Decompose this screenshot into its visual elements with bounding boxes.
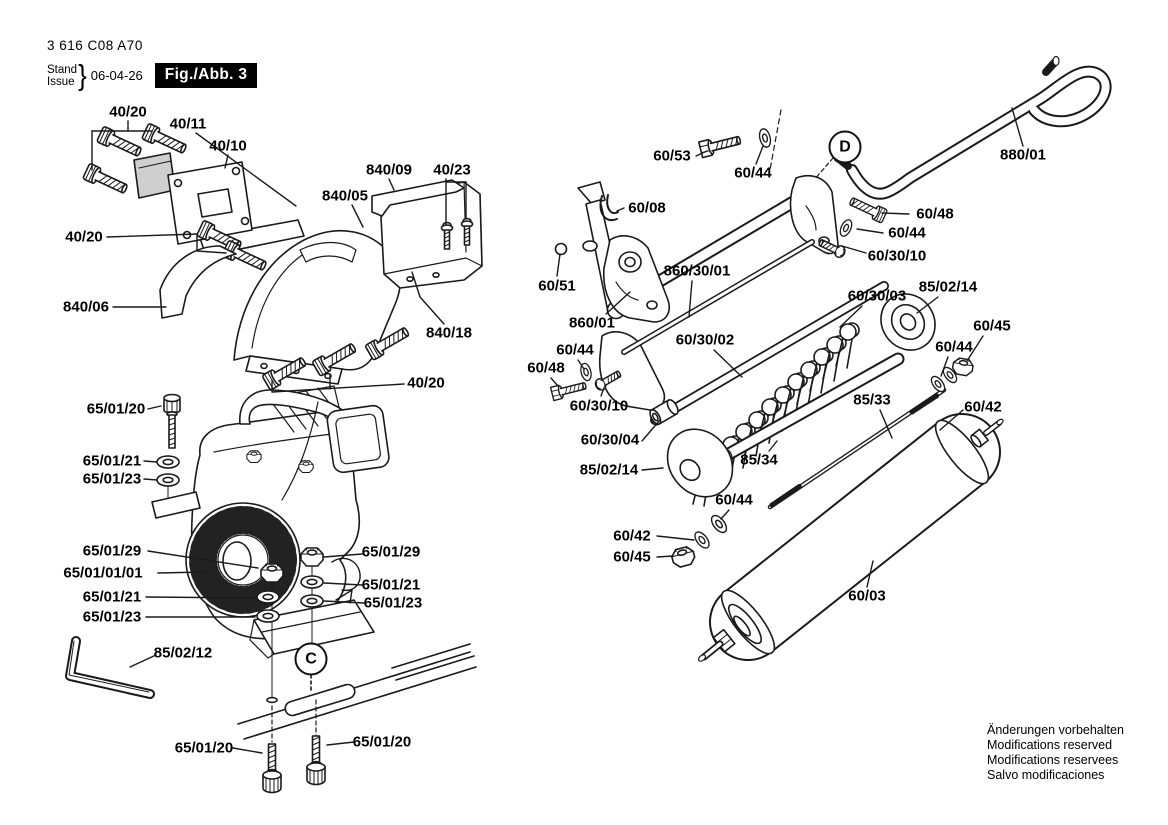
callout-d: D <box>829 131 862 164</box>
part-label-65-01-23: 65/01/23 <box>363 594 423 612</box>
leader-line <box>389 179 394 190</box>
leader-line <box>657 536 694 540</box>
leader-line <box>721 510 729 519</box>
part-label-40-11: 40/11 <box>169 115 207 133</box>
part-label-85-33: 85/33 <box>853 391 891 409</box>
part-label-60-30-10: 60/30/10 <box>569 397 629 415</box>
part-label-60-08: 60/08 <box>628 199 666 217</box>
screw-65-01-20-top <box>164 395 180 449</box>
part-label-65-01-20: 65/01/20 <box>174 739 234 757</box>
part-label-60-51: 60/51 <box>538 277 576 295</box>
washer-65-01-23 <box>301 595 323 607</box>
nut-65-01-29 <box>261 564 283 582</box>
part-label-60-30-03: 60/30/03 <box>847 287 907 305</box>
part-label-860-01: 860/01 <box>569 314 615 332</box>
part-label-65-01-20: 65/01/20 <box>86 400 146 418</box>
part-label-40-23: 40/23 <box>433 161 471 179</box>
leader-line <box>130 655 156 667</box>
part-label-65-01-23: 65/01/23 <box>82 608 142 626</box>
washer-65-01-21 <box>257 591 279 603</box>
part-label-65-01-01-01: 65/01/01/01 <box>63 564 143 582</box>
figure-badge: Fig./Abb. 3 <box>155 63 258 88</box>
note-en: Modifications reserved <box>987 738 1113 752</box>
part-label-840-09: 840/09 <box>366 161 412 179</box>
washer-65-01-21 <box>301 576 323 588</box>
part-label-60-03: 60/03 <box>848 587 886 605</box>
air-filter-box <box>326 404 390 473</box>
leader-line <box>352 205 363 227</box>
part-label-60-44: 60/44 <box>734 164 772 182</box>
part-label-60-48: 60/48 <box>916 205 954 223</box>
modification-notes <box>987 723 1124 783</box>
part-label-40-20: 40/20 <box>65 228 103 246</box>
part-label-65-01-23: 65/01/23 <box>82 470 142 488</box>
part-label-880-01: 880/01 <box>1000 146 1046 164</box>
bolt-60-53 <box>699 132 742 157</box>
part-label-40-10: 40/10 <box>209 137 247 155</box>
washer-65-01-23 <box>257 610 279 622</box>
leader-line <box>146 597 255 598</box>
leader-line <box>158 572 205 573</box>
part-label-85-34: 85/34 <box>740 451 778 469</box>
part-label-60-45: 60/45 <box>973 317 1011 335</box>
leader-line <box>327 742 354 745</box>
nut-65-01-29 <box>301 548 323 566</box>
washer-65-01-21 <box>157 456 179 468</box>
part-label-840-18: 840/18 <box>426 324 472 342</box>
leader-line <box>642 420 660 441</box>
part-label-60-42: 60/42 <box>964 398 1002 416</box>
leader-line <box>857 229 883 233</box>
part-label-60-48: 60/48 <box>527 359 565 377</box>
brace-glyph: } <box>78 58 87 92</box>
part-label-40-20: 40/20 <box>109 103 147 121</box>
part-label-860-30-01: 860/30/01 <box>663 262 731 280</box>
leader-line <box>882 213 909 214</box>
part-label-85-02-14: 85/02/14 <box>579 461 639 479</box>
chassis-rail <box>238 644 476 742</box>
washer-60-42 <box>692 529 712 550</box>
leader-line <box>144 461 157 462</box>
washer-60-44 <box>709 513 730 535</box>
note-de: Änderungen vorbehalten <box>987 723 1124 737</box>
cap-60-51 <box>556 244 567 255</box>
part-label-60-30-10: 60/30/10 <box>867 247 927 265</box>
leader-line <box>642 468 663 470</box>
part-label-85-02-12: 85/02/12 <box>153 644 213 662</box>
nut-60-45 <box>670 545 696 568</box>
part-label-60-30-02: 60/30/02 <box>675 331 735 349</box>
hex-key-85-02-12 <box>69 641 150 694</box>
stand-label: Stand <box>47 63 78 76</box>
part-label-60-44: 60/44 <box>888 224 926 242</box>
part-label-840-05: 840/05 <box>322 187 368 205</box>
part-label-65-01-21: 65/01/21 <box>82 452 142 470</box>
leader-line <box>233 748 262 753</box>
washer-60-44 <box>838 218 854 238</box>
callout-c: C <box>295 643 328 676</box>
part-label-60-44: 60/44 <box>715 491 753 509</box>
part-label-85-02-14: 85/02/14 <box>918 278 978 296</box>
bolt-40-20 <box>83 163 130 197</box>
part-label-60-45: 60/45 <box>613 548 651 566</box>
leader-line <box>551 378 558 386</box>
part-label-65-01-21: 65/01/21 <box>361 576 421 594</box>
leader-line <box>148 406 161 409</box>
leader-line <box>557 254 560 276</box>
handlebar-880-01 <box>834 57 1106 194</box>
part-label-40-20: 40/20 <box>407 374 445 392</box>
bolt-65-01-20 <box>307 736 325 785</box>
washer-65-01-23 <box>157 474 179 486</box>
part-label-60-30-04: 60/30/04 <box>580 431 640 449</box>
drawing-header <box>47 38 257 91</box>
washer-60-44 <box>758 128 772 149</box>
part-number: 3 616 C08 A70 <box>47 38 143 53</box>
leader-line <box>657 556 673 557</box>
part-label-60-53: 60/53 <box>653 147 691 165</box>
part-label-840-06: 840/06 <box>63 298 109 316</box>
leader-line <box>144 479 157 480</box>
issue-date: 06-04-26 <box>90 68 143 83</box>
note-es: Salvo modificaciones <box>987 768 1105 782</box>
leader-line <box>272 384 404 392</box>
leader-line <box>756 146 763 164</box>
note-fr: Modifications reservees <box>987 753 1119 767</box>
leader-line <box>617 208 624 211</box>
part-label-65-01-20: 65/01/20 <box>352 733 412 751</box>
part-label-60-44: 60/44 <box>935 338 973 356</box>
part-label-60-44: 60/44 <box>556 341 594 359</box>
part-label-60-42: 60/42 <box>613 527 651 545</box>
part-label-65-01-21: 65/01/21 <box>82 588 142 606</box>
part-label-65-01-29: 65/01/29 <box>361 543 421 561</box>
bolt-65-01-20 <box>263 744 281 793</box>
leader-line <box>769 441 777 451</box>
issue-label: Issue <box>47 75 75 88</box>
leader-line <box>842 246 866 253</box>
trim-840-06 <box>160 246 236 318</box>
part-label-65-01-29: 65/01/29 <box>82 542 142 560</box>
